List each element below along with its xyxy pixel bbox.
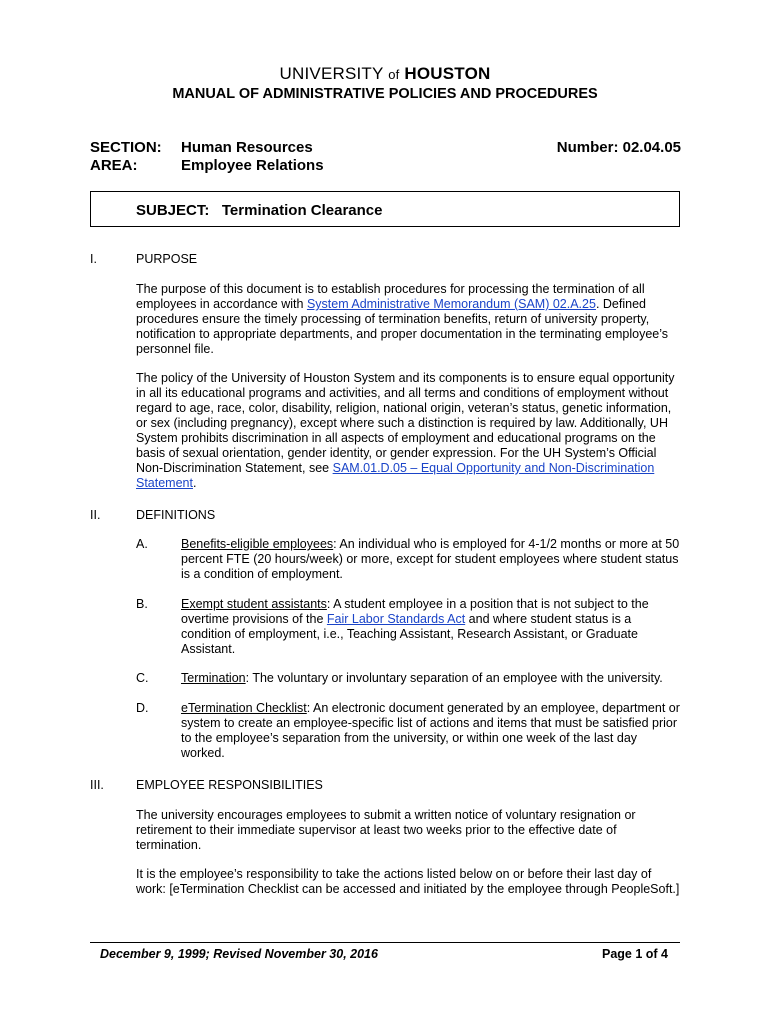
responsibilities-paragraph-1: The university encourages employees to submit a written notice of voluntary resignation or retirement to their immediate supervisor at least two weeks prior to the effective date of termination. <box>136 808 636 852</box>
section-value: Human Resources <box>181 139 313 156</box>
university-word: UNIVERSITY <box>279 64 384 83</box>
definition-term: Exempt student assistants <box>181 597 327 611</box>
definition-letter-b: B. <box>136 597 148 611</box>
definition-letter-a: A. <box>136 537 148 551</box>
area-label: AREA: <box>90 157 138 174</box>
section-numeral-2: II. <box>90 508 101 522</box>
flsa-link[interactable]: Fair Labor Standards Act <box>326 612 466 626</box>
section-label: SECTION: <box>90 139 162 156</box>
manual-title: MANUAL OF ADMINISTRATIVE POLICIES AND PROCEDURES <box>172 86 598 102</box>
footer-dates: December 9, 1999; Revised November 30, 2016 <box>100 947 378 961</box>
page-number: Page 1 of 4 <box>602 947 668 961</box>
number-label: Number: <box>556 139 619 156</box>
responsibilities-paragraph-2: It is the employee’s responsibility to take the actions listed below on or before their last day of work: [eTermination Checklist can be accessed and initiated by the employee through PeopleSoft.] <box>136 867 680 896</box>
section-numeral-3: III. <box>90 778 104 792</box>
definition-a: Benefits-eligible employees: An individual who is employed for 4-1/2 months or more at 50 percent FTE (20 hours/week) or more, except for student employees where student status is a condition of employment. <box>181 537 680 581</box>
definition-letter-d: D. <box>136 701 149 715</box>
definition-term: Benefits-eligible employees <box>181 537 334 551</box>
sam-02a25-link[interactable]: System Administrative Memorandum (SAM) 02.A.25 <box>306 297 596 311</box>
definition-term: eTermination Checklist <box>181 701 307 715</box>
purpose-paragraph-2: The policy of the University of Houston System and its components is to ensure equal opportunity in all its educational programs and activities, and all terms and conditions of employment without regard to age, race, color, disability, religion, national origin, veteran’s status, genetic information, or sex (including pregnancy), except where such a distinction is required by law. Additionally, UH System prohibits discrimination in all aspects of employment and educational programs on the basis of sexual orientation, gender identity, or gender expression. For the UH System’s Official Non-Discrimination Statement, see SAM.01.D.05 – Equal Opportunity and Non-Discrimination Statement. <box>136 371 675 490</box>
definition-b: Exempt student assistants: A student employee in a position that is not subject to the overtime provisions of the Fair Labor Standards Act and where student status is a condition of employment, i.e., Teaching Assistant, Research Assistant, or Graduate Assistant. <box>181 597 649 656</box>
definition-term: Termination <box>181 671 246 685</box>
definition-c: Termination: The voluntary or involuntary separation of an employee with the university. <box>181 671 663 685</box>
subject-line <box>136 202 382 219</box>
responsibilities-heading: EMPLOYEE RESPONSIBILITIES <box>136 778 323 792</box>
number-value: 02.04.05 <box>622 139 681 156</box>
subject-label: SUBJECT: <box>136 202 210 219</box>
purpose-paragraph-1: The purpose of this document is to establish procedures for processing the termination of all employees in accordance with System Administrative Memorandum (SAM) 02.A.25. Defined procedures ensure the timely processing of termination benefits, return of university property, notification to appropriate departments, and proper documentation in the terminating employee’s personnel file. <box>136 282 669 356</box>
definition-letter-c: C. <box>136 671 149 685</box>
sam-01d05-link[interactable]: SAM.01.D.05 – Equal Opportunity and Non-Discrimination Statement <box>136 461 655 490</box>
definitions-heading: DEFINITIONS <box>136 508 216 522</box>
subject-value: Termination Clearance <box>221 202 383 219</box>
houston-word: HOUSTON <box>404 64 491 83</box>
purpose-heading: PURPOSE <box>136 252 198 266</box>
university-heading <box>0 64 770 84</box>
section-numeral-1: I. <box>90 252 97 266</box>
of-word: of <box>388 67 400 82</box>
footer-divider <box>90 942 680 943</box>
policy-number <box>540 139 681 156</box>
definition-d: eTermination Checklist: An electronic document generated by an employee, department or system to create an employee-specific list of actions and items that must be satisfied prior to the employee’s separation from the university, or within one week of the last day worked. <box>181 701 680 760</box>
area-value: Employee Relations <box>181 157 324 174</box>
